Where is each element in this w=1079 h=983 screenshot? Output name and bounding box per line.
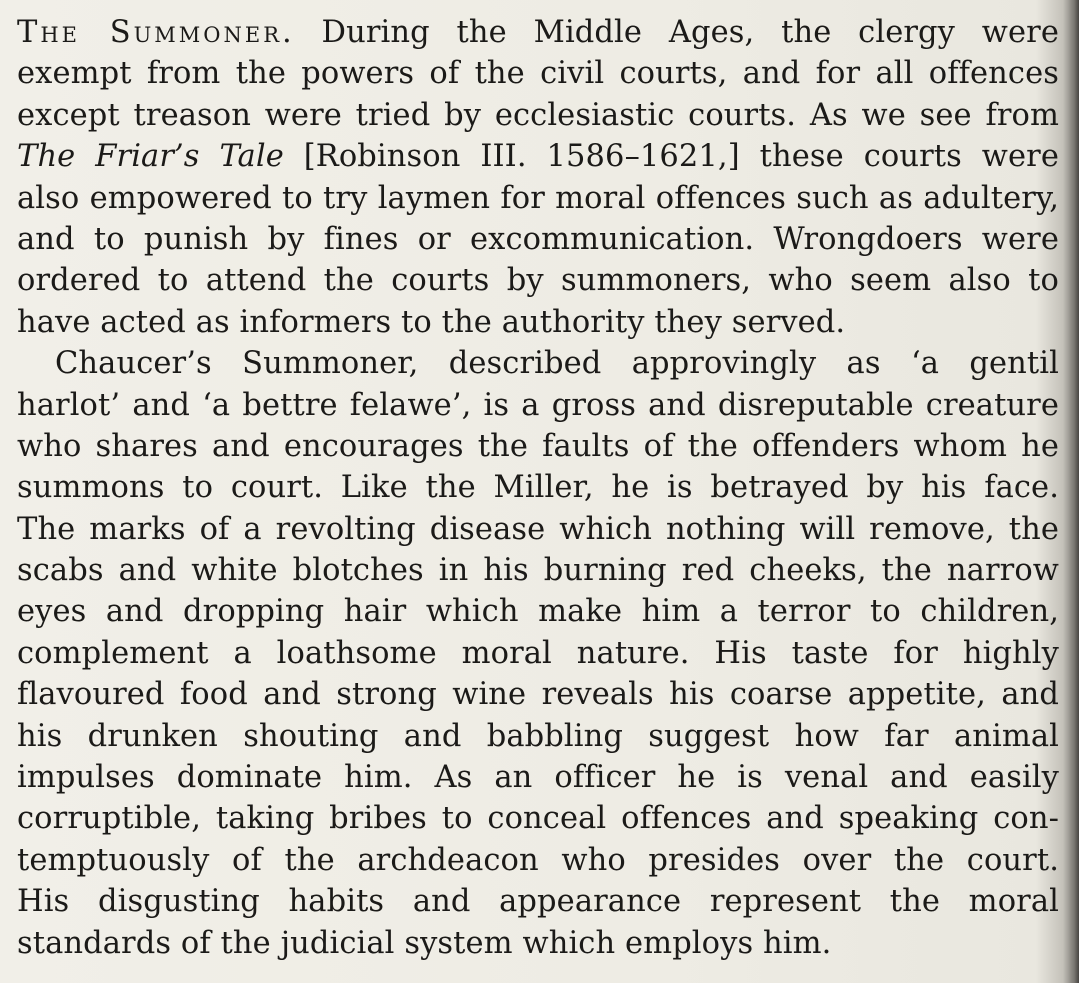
paragraph-2-line: Chaucer’s Summoner, described approvingly as ‘a gentil (55, 346, 1059, 382)
paragraph-2-line: harlot’ and ‘a bettre felawe’, is a gross and disreputable creature (17, 387, 1059, 423)
paragraph-2-line: impulses dominate him. As an officer he is venal and easily (17, 760, 1059, 796)
paragraph-1-line-3: except treason were tried by ecclesiastic courts. As we see from (17, 97, 1059, 133)
work-title: The Friar’s Tale (17, 139, 284, 175)
paragraph-2-line: eyes and dropping hair which make him a terror to children, (17, 594, 1059, 630)
paragraph-1-line-8: have acted as informers to the authority they served. (17, 304, 846, 340)
paragraph-2-line: temptuously of the archdeacon who presides over the court. (17, 842, 1059, 878)
paragraph-2-line: summons to court. Like the Miller, he is betrayed by his face. (17, 470, 1059, 506)
paragraph-2-line: The marks of a revolting disease which nothing will remove, the (17, 511, 1059, 547)
paragraph-1-line-7: ordered to attend the courts by summoners, who seem also to (17, 263, 1059, 299)
paragraph-1-line-1: The Summoner. During the Middle Ages, the clergy were (17, 15, 1059, 50)
paragraph-1 (17, 12, 1059, 343)
paragraph-2-line: his drunken shouting and babbling suggest how far animal (17, 718, 1059, 754)
paragraph-2 (17, 343, 1059, 964)
paragraph-1-line-6: and to punish by fines or excommunication. Wrongdoers were (17, 221, 1059, 257)
paragraph-2-line: scabs and white blotches in his burning red cheeks, the narrow (17, 553, 1059, 589)
paragraph-2-line: His disgusting habits and appearance represent the moral (17, 884, 1059, 920)
paragraph-2-line: standards of the judicial system which employs him. (17, 925, 832, 961)
paragraph-1-line-2: exempt from the powers of the civil courts, and for all offences (17, 56, 1059, 92)
page-edge-shadow (1063, 0, 1079, 983)
section-heading: The Summoner. (17, 15, 295, 50)
paragraph-1-line-5: also empowered to try laymen for moral offences such as adultery, (17, 180, 1059, 216)
text-block (17, 12, 1059, 964)
paragraph-2-line: who shares and encourages the faults of the offenders whom he (17, 428, 1059, 464)
paragraph-2-line: corruptible, taking bribes to conceal offences and speaking con- (17, 801, 1059, 837)
paragraph-2-line: complement a loathsome moral nature. His taste for highly (17, 635, 1059, 671)
paragraph-1-line-4: The Friar’s Tale [Robinson III. 1586–1621,] these courts were (17, 139, 1059, 175)
paragraph-2-line: flavoured food and strong wine reveals his coarse appetite, and (17, 677, 1059, 713)
